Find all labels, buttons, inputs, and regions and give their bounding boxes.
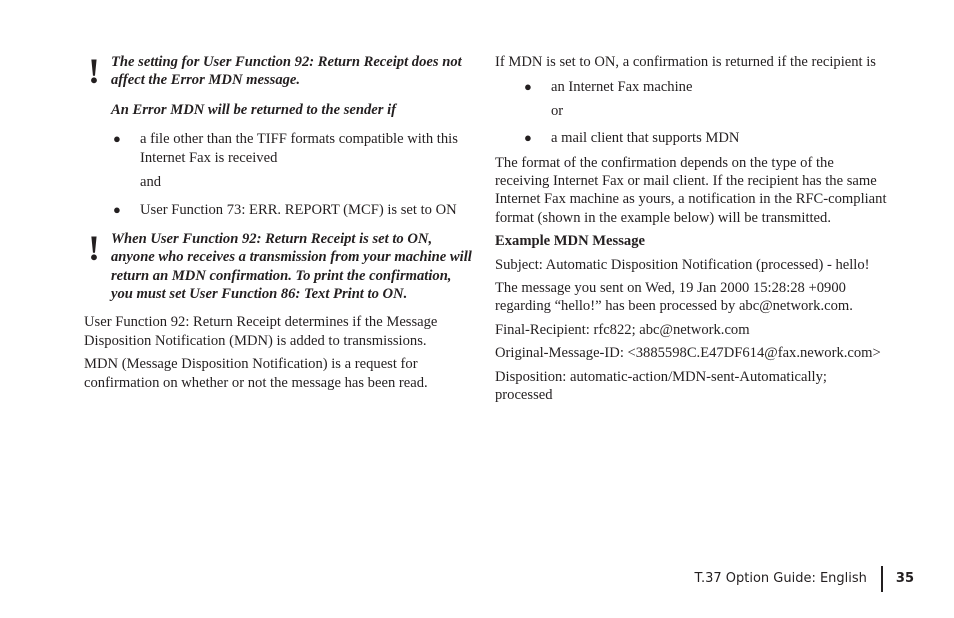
page-footer xyxy=(695,567,914,591)
paragraph: MDN (Message Disposition Notification) is a request for confirmation on whether or not the message has been read. xyxy=(84,356,428,391)
list-item xyxy=(495,78,887,96)
conjunction-text: and xyxy=(140,174,162,191)
page-number: 35 xyxy=(895,571,914,586)
paragraph: If MDN is set to ON, a confirmation is returned if the recipient is xyxy=(495,54,876,70)
bullet-icon: ● xyxy=(524,79,532,95)
exclamation-icon: ! xyxy=(88,227,100,268)
list-item xyxy=(84,130,476,167)
example-line: Final-Recipient: rfc822; abc@network.com xyxy=(495,321,750,338)
conjunction-text: or xyxy=(551,102,564,119)
note-print-confirmation xyxy=(84,227,476,304)
list-item-text: User Function 73: ERR. REPORT (MCF) is set to ON xyxy=(140,202,457,219)
example-line: The message you sent on Wed, 19 Jan 2000 15:28:28 +0900 regarding “hello!” has been processed by abc@network.com. xyxy=(495,280,853,315)
example-line: Original-Message-ID: <3885598C.E47DF614@fax.nework.com> xyxy=(495,345,881,362)
example-line: Disposition: automatic-action/MDN-sent-Automatically; processed xyxy=(495,368,827,404)
list-item xyxy=(84,201,476,219)
exclamation-icon: ! xyxy=(88,51,100,91)
list-item xyxy=(495,129,887,147)
section-heading: Example MDN Message xyxy=(495,233,645,250)
paragraph: The format of the confirmation depends on the type of the receiving Internet Fax or mail client. If the recipient has the same Internet Fax machine as yours, a notification in the RFC-compliant format (shown in the example below) will be transmitted. xyxy=(495,154,887,226)
right-column xyxy=(495,53,887,405)
paragraph: User Function 92: Return Receipt determines if the Message Disposition Notification (MDN) is added to transmissions. xyxy=(84,314,438,349)
list-item-text: a file other than the TIFF formats compatible with this Internet Fax is received xyxy=(140,131,458,166)
footer-divider xyxy=(881,566,883,592)
note-text: The setting for User Function 92: Return Receipt does not affect the Error MDN message. xyxy=(111,54,462,89)
example-line: Subject: Automatic Disposition Notification (processed) - hello! xyxy=(495,256,870,273)
list-item-text: an Internet Fax machine xyxy=(551,79,693,96)
note-subtext: An Error MDN will be returned to the sender if xyxy=(111,101,397,118)
footer-title: T.37 Option Guide: English xyxy=(694,571,867,586)
note-return-receipt xyxy=(84,53,476,119)
left-column xyxy=(84,53,476,392)
note-text: When User Function 92: Return Receipt is set to ON, anyone who receives a transmission from your machine will return an MDN confirmation. To print the confirmation, you must set User Function 86: Text Print to ON. xyxy=(111,230,472,303)
list-item-text: a mail client that supports MDN xyxy=(551,130,740,147)
bullet-icon: ● xyxy=(113,202,121,218)
bullet-icon: ● xyxy=(113,131,121,147)
bullet-icon: ● xyxy=(524,130,532,146)
